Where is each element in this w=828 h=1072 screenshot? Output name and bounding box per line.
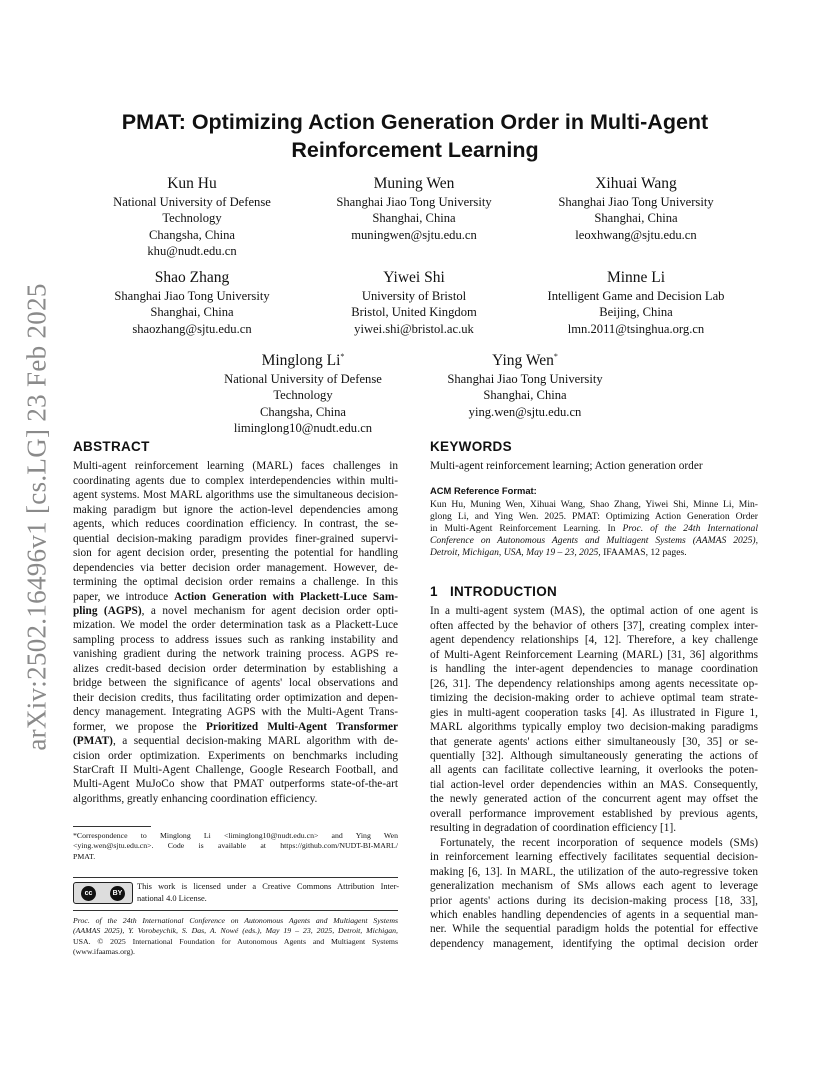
author-email[interactable]: khu@nudt.edu.cn (147, 243, 237, 258)
correspondence-footnote: *Correspondence to Minglong Li <liminglong10@nudt.edu.cn> and Ying Wen <ying.wen@sjtu.edu.cn>. Code is available at https://github.com/NUDT-BI-MARL/ PMAT. (73, 831, 398, 861)
author-minne-li: Minne Li Intelligent Game and Decision Lab Beijing, China lmn.2011@tsinghua.org.cn (526, 268, 746, 337)
acm-reference: ACM Reference Format: Kun Hu, Muning Wen, Xihuai Wang, Shao Zhang, Yiwei Shi, Minne Li, Min- glong Li, and Ying Wen. 2025. PMAT: Optimizing Action Generation Order in Multi-Agent Reinforcement Learning. In Proc. of the 24th International Conference on Autonomous Agents and Multiagent Systems (AAMAS 2025), Detroit, Michigan, USA, May 19 – 23, 2025, IFAAMAS, 12 pages. (430, 485, 758, 558)
cc-icon: cc (81, 886, 96, 901)
license-text: This work is licensed under a Creative Commons Attribution Inter- national 4.0 License. (137, 882, 399, 903)
keywords-section (430, 440, 758, 474)
author-email[interactable]: lmn.2011@tsinghua.org.cn (567, 321, 705, 336)
author-email[interactable]: leoxhwang@sjtu.edu.cn (575, 227, 697, 242)
author-email[interactable]: liminglong10@nudt.edu.cn (233, 421, 373, 436)
author-xihuai-wang: Xihuai Wang Shanghai Jiao Tong University Shanghai, China leoxhwang@sjtu.edu.cn (536, 174, 736, 243)
intro-paragraph-1: In a multi-agent system (MAS), the optimal action of one agent is often affected by the behavior of others [37], creating complex inter- agent dependency relationships [4, 12]. Therefore, a key challenge of Multi-Agent Reinforcement Learning (MARL) [31, 36] algorithms is handling the inter-agent dependencies to manage coordination [26, 31]. The dependency relationships among agents necessitate op- timizing the decision-making order to achieve optimal team strate- gies in multi-agent cooperation tasks [4]. As illustrated in Figure 1, MARL algorithms typically employ two decision-making paradigms that generate agents' actions either simultaneously [30, 35] or se- quentially [32]. Although simultaneously generating the actions of all agents can facilitate collective learning, it overlooks the poten- tial action-level order dependencies within an MAS. Consequently, the newly generated action of the concurrent agent may offset the overall performance improvement established by previous agents, resulting in degradation of coordination efficiency [1]. (430, 605, 758, 835)
author-email[interactable]: yiwei.shi@bristol.ac.uk (354, 321, 474, 336)
introduction-heading: 1 INTRODUCTION (430, 584, 558, 599)
author-kun-hu: Kun Hu National University of Defense Technology Changsha, China khu@nudt.edu.cn (92, 174, 292, 259)
arxiv-stamp: arXiv:2502.16496v1 [cs.LG] 23 Feb 2025 (21, 283, 52, 751)
intro-paragraph-2: Fortunately, the recent incorporation of sequence models (SMs) in reinforcement learning effectively facilitates sequential decision- making [6, 13]. In MARL, the utilization of the auto-regressive token generalization mechanism of SMs allows each agent to leverage prior agents' actions during its decision-making process [18, 33], which enables handling dependencies of agents in a sequential man- ner. While the sequential paradigm holds the potential for effective dependency management, identifying the optimal decision order (430, 836, 758, 950)
author-minglong-li: Minglong Li* National University of Defense Technology Changsha, China liminglong10@nudt.edu.cn (203, 347, 403, 436)
by-icon: BY (110, 886, 125, 901)
cc-by-license-icon[interactable] (73, 882, 133, 904)
author-email[interactable]: muningwen@sjtu.edu.cn (351, 227, 477, 242)
author-muning-wen: Muning Wen Shanghai Jiao Tong University Shanghai, China muningwen@sjtu.edu.cn (314, 174, 514, 243)
abstract-body: Multi-agent reinforcement learning (MARL) faces challenges in coordinating agents due to complex interdependencies within multi- agent systems. Most MARL algorithms use the simultaneous decision- making paradigm but ignore the action-level dependencies among agents, which reduces coordination efficiency. In contrast, the se- quential decision-making paradigm provides finer-grained supervi- sion for agent decision order, presenting the potential for handling dependencies via better decision order management. However, de- termining the optimal decision order remains a challenge. In this paper, we introduce Action Generation with Plackett-Luce Sam- pling (AGPS), a novel mechanism for agent decision order opti- mization. We model the order determination task as a Plackett-Luce sampling process to address issues such as ranking instability and vanishing gradient during the network training process. AGPS re- alizes credit-based decision order determination by establishing a bridge between the significance of agents' local observations and their decision credits, thus facilitating order optimization and depen- dency management. Integrating AGPS with the Multi-Agent Trans- former, we propose the Prioritized Multi-Agent Transformer (PMAT), a sequential decision-making MARL algorithm with de- cision order optimization. Experiments on benchmarks including StarCraft II Multi-Agent Challenge, Google Research Football, and Multi-Agent MuJoCo show that PMAT outperforms state-of-the-art algorithms, greatly enhancing coordination efficiency. (73, 460, 398, 805)
acm-reference-heading: ACM Reference Format: (430, 485, 537, 496)
proceedings-info: Proc. of the 24th International Conference on Autonomous Agents and Multiagent Systems (AAMAS 2025), Y. Vorobeychik, S. Das, A. Nowé (eds.), May 19 – 23, 2025, Detroit, Michigan, USA. © 2025 International Foundation for Autonomous Agents and Multiagent Systems (www.ifaamas.org). (73, 916, 398, 957)
paper-title: PMAT: Optimizing Action Generation Order in Multi-Agent Reinforcement Learning (121, 110, 709, 162)
keywords-text: Multi-agent reinforcement learning; Action generation order (430, 460, 703, 473)
license-rule (73, 877, 398, 878)
author-email[interactable]: ying.wen@sjtu.edu.cn (468, 404, 582, 419)
abstract-heading: ABSTRACT (73, 439, 150, 454)
keywords-heading: KEYWORDS (430, 439, 512, 454)
author-email[interactable]: shaozhang@sjtu.edu.cn (132, 321, 252, 336)
author-shao-zhang: Shao Zhang Shanghai Jiao Tong University Shanghai, China shaozhang@sjtu.edu.cn (92, 268, 292, 337)
proceedings-rule (73, 910, 398, 911)
author-yiwei-shi: Yiwei Shi University of Bristol Bristol, United Kingdom yiwei.shi@bristol.ac.uk (314, 268, 514, 337)
author-ying-wen: Ying Wen* Shanghai Jiao Tong University Shanghai, China ying.wen@sjtu.edu.cn (425, 347, 625, 420)
footnote-rule (73, 826, 151, 827)
introduction-section (430, 585, 758, 951)
abstract-section (73, 440, 398, 806)
